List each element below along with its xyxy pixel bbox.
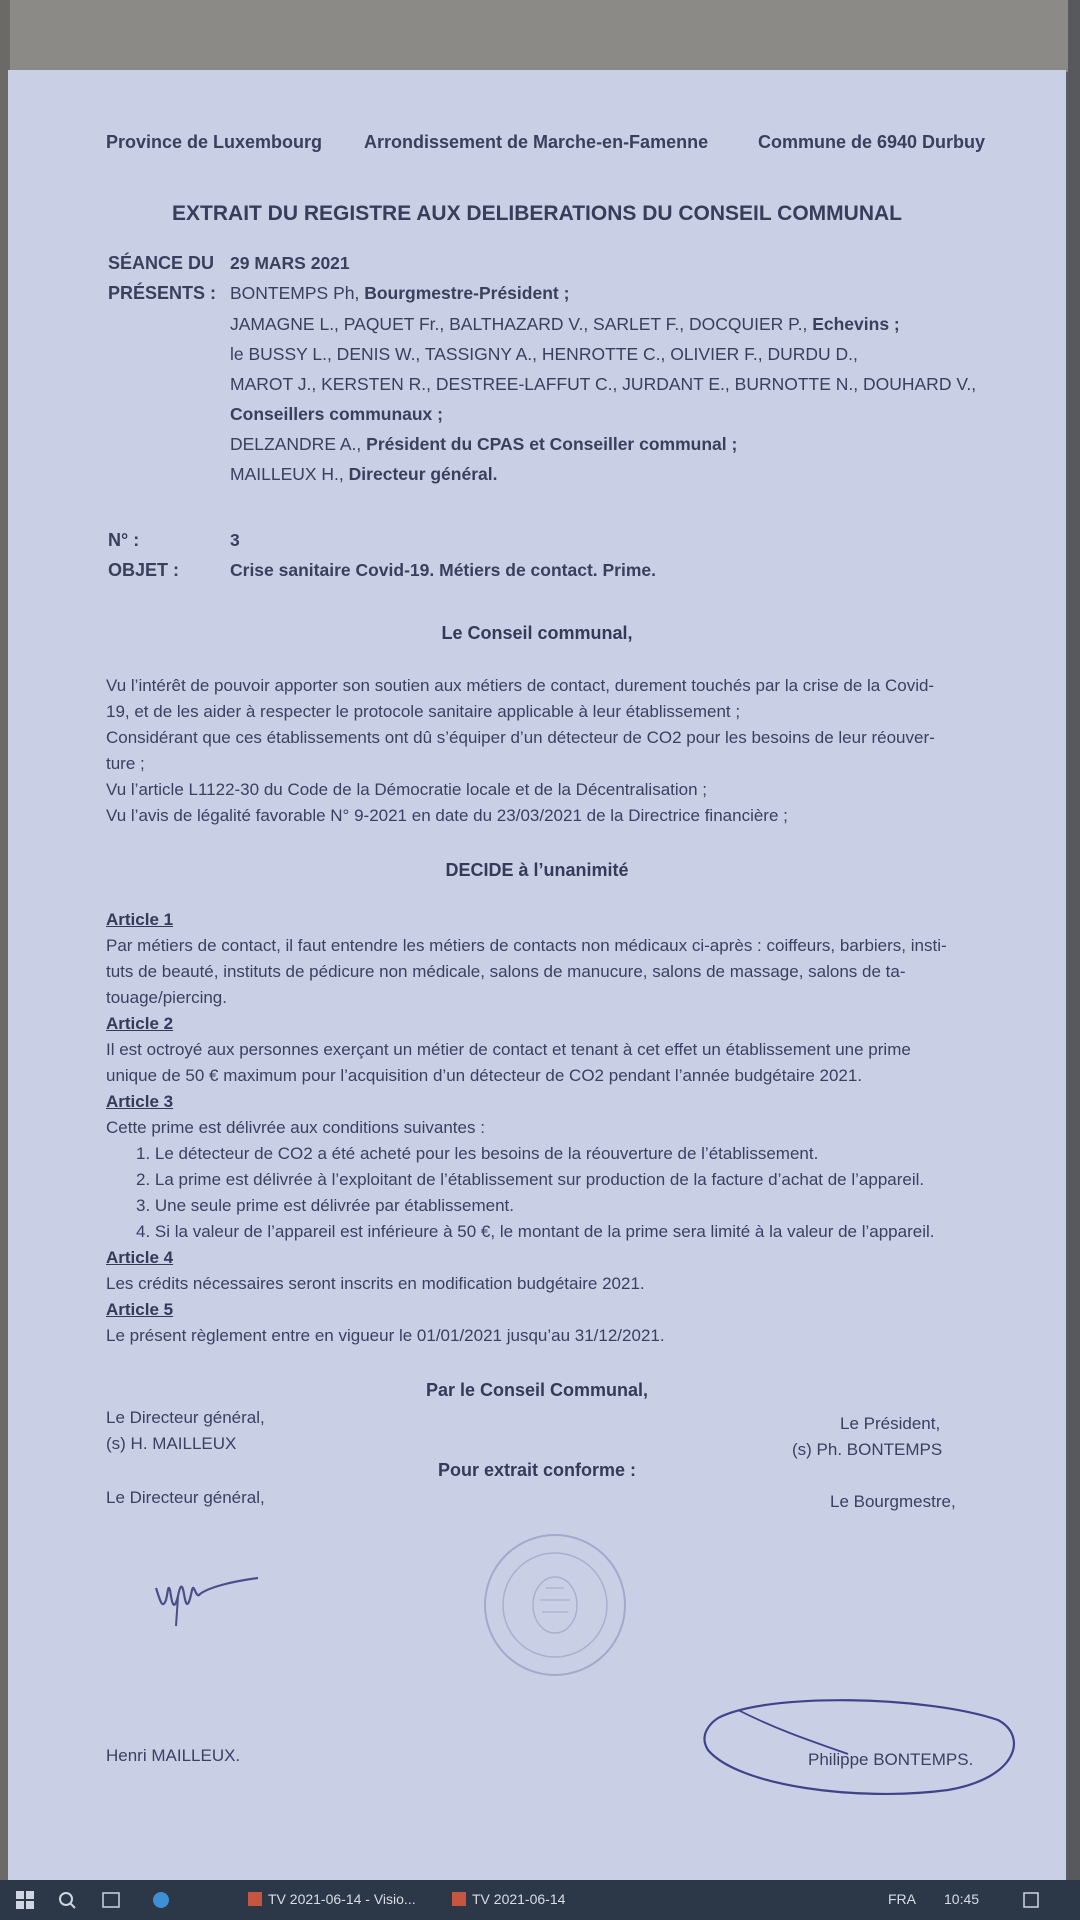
directeur-name: Henri MAILLEUX.	[106, 1746, 241, 1765]
windows-start-icon[interactable]	[14, 1889, 36, 1911]
conseil-heading: Le Conseil communal,	[441, 623, 633, 643]
arrondissement-label: Arrondissement de Marche-en-Famenne	[364, 132, 709, 152]
article-3-intro: Cette prime est délivrée aux conditions suivantes :	[106, 1118, 485, 1137]
president-signed: (s) Ph. BONTEMPS	[792, 1440, 943, 1459]
seance-label: SÉANCE DU	[108, 253, 215, 273]
president-title: Le Président,	[840, 1414, 941, 1433]
official-stamp-image	[480, 1530, 630, 1680]
objet-label: OBJET :	[108, 560, 180, 580]
considerant-line: 19, et de les aider à respecter le protocole sanitaire applicable à leur établissement ;	[106, 702, 741, 721]
article-5-title: Article 5	[106, 1300, 174, 1319]
presents-line-5: Conseillers communaux ;	[230, 404, 443, 424]
directeur-title: Le Directeur général,	[106, 1408, 265, 1427]
seance-date: 29 MARS 2021	[230, 253, 350, 273]
notification-icon[interactable]	[1020, 1889, 1042, 1911]
presents-role: Directeur général.	[348, 464, 498, 484]
article-1-line: touage/piercing.	[106, 988, 227, 1007]
taskbar-window-2-label: TV 2021-06-14	[472, 1891, 566, 1907]
presents-names: MAILLEUX H.,	[230, 464, 344, 484]
article-3-item: 1. Le détecteur de CO2 a été acheté pour les besoins de la réouverture de l’établissement.	[136, 1144, 819, 1163]
taskbar-window-1-label: TV 2021-06-14 - Visio...	[268, 1891, 416, 1907]
mayor-signature-image	[698, 1690, 1028, 1800]
directeur-title-2: Le Directeur général,	[106, 1488, 265, 1507]
directeur-signed: (s) H. MAILLEUX	[106, 1434, 237, 1453]
bourgmestre-title: Le Bourgmestre,	[830, 1492, 956, 1511]
presents-role: Bourgmestre-Président ;	[364, 283, 570, 303]
presents-names: JAMAGNE L., PAQUET Fr., BALTHAZARD V., SARLET F., DOCQUIER P.,	[230, 314, 808, 334]
article-1-title: Article 1	[106, 910, 174, 929]
taskbar-window-1[interactable]	[248, 1891, 416, 1907]
director-signature-image	[148, 1560, 278, 1630]
presents-line-1	[230, 283, 569, 304]
article-3-item: 2. La prime est délivrée à l’exploitant de l’établissement sur production de la facture d’achat de l’appareil.	[136, 1170, 925, 1189]
presents-line-2	[230, 314, 900, 335]
considerant-line: ture ;	[106, 754, 145, 773]
powerpoint-icon	[452, 1892, 466, 1906]
numero-label: N° :	[108, 530, 140, 550]
bourgmestre-name: Philippe BONTEMPS.	[808, 1750, 974, 1769]
presents-line-4: MAROT J., KERSTEN R., DESTREE-LAFFUT C., JURDANT E., BURNOTTE N., DOUHARD V.,	[230, 374, 977, 394]
presents-names: DELZANDRE A.,	[230, 434, 362, 454]
notice-document	[8, 70, 1066, 1880]
article-2-line: Il est octroyé aux personnes exerçant un métier de contact et tenant à cet effet un établissement une prime	[106, 1040, 911, 1059]
decide-heading: DECIDE à l’unanimité	[445, 860, 629, 880]
article-3-item: 3. Une seule prime est délivrée par établissement.	[136, 1196, 514, 1215]
pour-extrait-conforme: Pour extrait conforme :	[437, 1460, 637, 1480]
search-icon[interactable]	[56, 1889, 78, 1911]
article-1-line: tuts de beauté, instituts de pédicure non médicale, salons de manucure, salons de massage, salons de ta-	[106, 962, 906, 981]
taskbar	[0, 1880, 1080, 1920]
par-le-conseil: Par le Conseil Communal,	[425, 1380, 649, 1400]
considerant-line: Vu l’avis de légalité favorable N° 9-2021 en date du 23/03/2021 de la Directrice financière ;	[106, 806, 788, 825]
article-2-title: Article 2	[106, 1014, 174, 1033]
presents-line-3: le BUSSY L., DENIS W., TASSIGNY A., HENROTTE C., OLIVIER F., DURDU D.,	[230, 344, 858, 364]
task-view-icon[interactable]	[100, 1889, 122, 1911]
numero-value: 3	[230, 530, 240, 550]
taskbar-window-2[interactable]	[452, 1891, 565, 1907]
presents-line-6	[230, 434, 737, 455]
presents-names: BONTEMPS Ph,	[230, 283, 360, 303]
presents-role: Echevins ;	[812, 314, 900, 334]
considerant-line: Vu l’article L1122-30 du Code de la Démocratie locale et de la Décentralisation ;	[106, 780, 708, 799]
language-indicator[interactable]: FRA	[888, 1891, 916, 1907]
article-4-title: Article 4	[106, 1248, 174, 1267]
article-3-item: 4. Si la valeur de l’appareil est inférieure à 50 €, le montant de la prime sera limité à la valeur de l’appareil.	[136, 1222, 935, 1241]
presents-line-7	[230, 464, 497, 485]
background-wall	[0, 0, 1080, 72]
background-frame-right	[1068, 0, 1080, 1920]
article-2-line: unique de 50 € maximum pour l’acquisition d’un détecteur de CO2 pendant l’année budgétaire 2021.	[106, 1066, 863, 1085]
considerant-line: Vu l’intérêt de pouvoir apporter son soutien aux métiers de contact, durement touchés par la crise de la Covid-	[106, 676, 935, 695]
objet-value: Crise sanitaire Covid-19. Métiers de contact. Prime.	[230, 560, 656, 580]
article-3-title: Article 3	[106, 1092, 174, 1111]
clock[interactable]: 10:45	[944, 1891, 980, 1907]
article-1-line: Par métiers de contact, il faut entendre les métiers de contacts non médicaux ci-après : coiffeurs, barbiers, insti-	[106, 936, 947, 955]
document-title: EXTRAIT DU REGISTRE AUX DELIBERATIONS DU CONSEIL COMMUNAL	[172, 202, 902, 225]
powerpoint-icon	[248, 1892, 262, 1906]
commune-label: Commune de 6940 Durbuy	[758, 132, 986, 152]
article-4-text: Les crédits nécessaires seront inscrits en modification budgétaire 2021.	[106, 1274, 645, 1293]
browser-icon[interactable]	[150, 1889, 172, 1911]
presents-role: Président du CPAS et Conseiller communal ;	[366, 434, 738, 454]
province-label: Province de Luxembourg	[106, 132, 323, 152]
article-5-text: Le présent règlement entre en vigueur le 01/01/2021 jusqu’au 31/12/2021.	[106, 1326, 665, 1345]
considerant-line: Considérant que ces établissements ont dû s’équiper d’un détecteur de CO2 pour les besoins de leur réouver-	[106, 728, 935, 747]
presents-label: PRÉSENTS :	[108, 283, 217, 303]
